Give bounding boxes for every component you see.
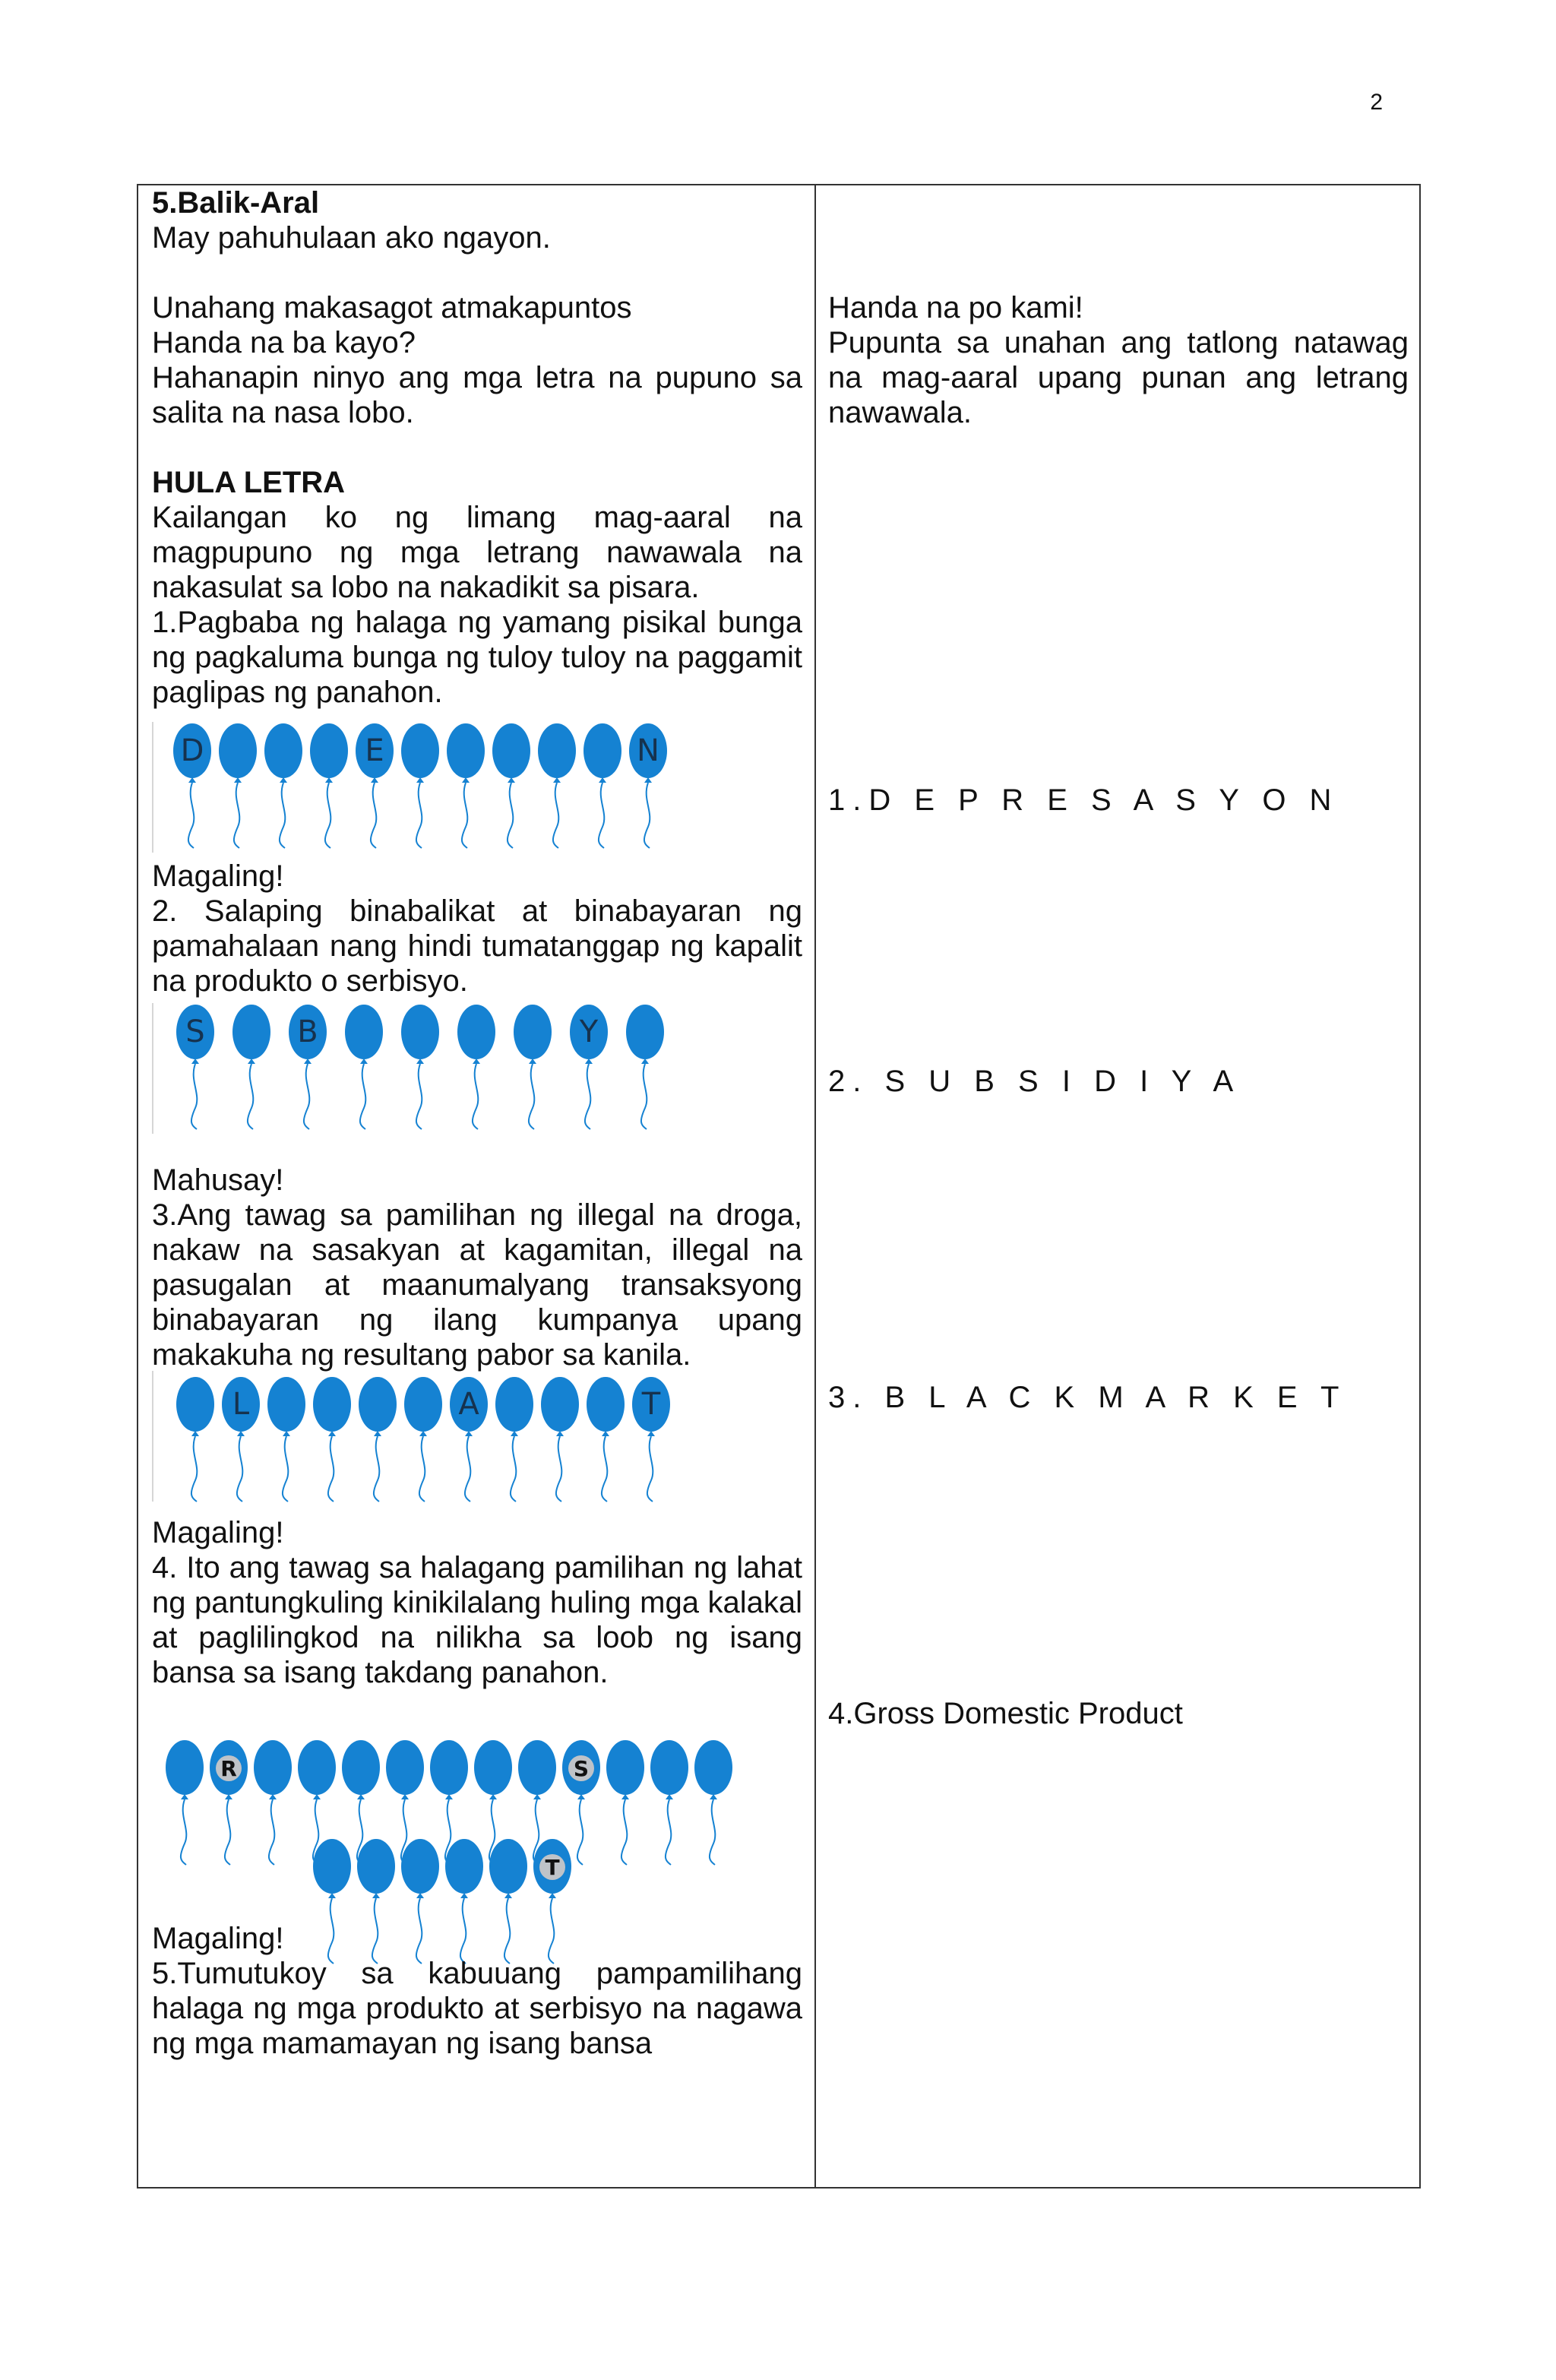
balloon xyxy=(585,1375,626,1503)
balloon xyxy=(536,722,577,850)
balloon xyxy=(287,1003,328,1131)
balloon xyxy=(343,1003,384,1131)
question-4: 4. Ito ang tawag sa halagang pamilihan ng lahat ng pantungkuling kinikilalang huling mga kalakal at paglilingkod na nilikha sa loob ng isang bansa sa isang takdang panahon. xyxy=(152,1551,802,1689)
balloon xyxy=(172,722,213,850)
balloon-row-1 xyxy=(152,722,802,850)
balloon xyxy=(631,1375,672,1503)
balloon-letter: T xyxy=(539,1854,565,1880)
question-5: 5.Tumutukoy sa kabuuang pampamilihang halaga ng mga produkto at serbisyo na nagawa ng mga mamamayan ng isang bansa xyxy=(152,1957,802,2060)
balloon-letter: Y xyxy=(579,1014,599,1049)
balloon xyxy=(568,1003,609,1131)
balloon-letter: N xyxy=(637,733,659,768)
balloon-icon xyxy=(343,1003,384,1131)
balloon-letter: L xyxy=(232,1387,250,1422)
balloon xyxy=(400,1003,441,1131)
praise-2: Mahusay! xyxy=(152,1163,284,1197)
balloon xyxy=(308,722,349,850)
balloon-icon xyxy=(263,722,304,850)
balloon-letter: T xyxy=(641,1387,661,1422)
section-heading: 5.Balik-Aral xyxy=(152,186,320,220)
balloon-icon xyxy=(231,1003,272,1131)
balloon xyxy=(357,1375,398,1503)
balloon xyxy=(445,722,486,850)
balloon-icon xyxy=(536,722,577,850)
balloon xyxy=(539,1375,580,1503)
balloon-icon xyxy=(568,1003,609,1131)
balloon-icon xyxy=(266,1375,307,1503)
balloon xyxy=(491,722,532,850)
balloon xyxy=(494,1375,535,1503)
balloon xyxy=(266,1375,307,1503)
balloon xyxy=(217,722,258,850)
game-title: HULA LETRA xyxy=(152,466,346,499)
learner-ready-line-1: Handa na po kami! xyxy=(828,291,1083,324)
balloon-icon xyxy=(491,722,532,850)
balloon-icon xyxy=(287,1003,328,1131)
ready-line-2: Handa na ba kayo? xyxy=(152,326,416,359)
balloon-icon xyxy=(220,1375,261,1503)
balloon xyxy=(628,722,669,850)
balloon-letter: D xyxy=(180,733,204,768)
answer-4: 4.Gross Domestic Product xyxy=(828,1697,1183,1730)
question-3: 3.Ang tawag sa pamilihan ng illegal na droga, nakaw na sasakyan at kagamitan, illegal na pasugalan at maanumalyang transaksyong binabayaran ng ilang kumpanya upang makakuha ng resultang pabor sa kanila. xyxy=(152,1198,802,1372)
game-instruction: Kailangan ko ng limang mag-aaral na magpupuno ng mga letrang nawawala na nakasulat sa lobo na nakadikit sa pisara. xyxy=(152,501,802,604)
balloon-icon xyxy=(357,1375,398,1503)
praise-1: Magaling! xyxy=(152,859,284,893)
question-1: 1.Pagbaba ng halaga ng yamang pisikal bunga ng pagkaluma bunga ng tuloy tuloy na paggamit paglipas ng panahon. xyxy=(152,606,802,709)
balloon xyxy=(582,722,623,850)
balloon-letter: A xyxy=(458,1387,479,1422)
balloon-icon xyxy=(512,1003,553,1131)
balloon xyxy=(220,1375,261,1503)
answer-1: 1.D E P R E S A S Y O N xyxy=(828,783,1339,817)
balloon-icon xyxy=(628,722,669,850)
balloon-icon xyxy=(400,722,441,850)
balloon-icon xyxy=(625,1003,666,1131)
balloon xyxy=(263,722,304,850)
balloon-icon xyxy=(585,1375,626,1503)
ready-line-1: Unahang makasagot atmakapuntos xyxy=(152,291,632,324)
intro-text: May pahuhulaan ako ngayon. xyxy=(152,221,551,255)
question-2: 2. Salaping binabalikat at binabayaran ng pamahalaan nang hindi tumatanggap ng kapalit na produkto o serbisyo. xyxy=(152,894,802,998)
balloon-icon xyxy=(539,1375,580,1503)
balloon-letter: E xyxy=(365,733,384,768)
balloon-row-2 xyxy=(152,1003,802,1131)
balloon-icon xyxy=(400,1003,441,1131)
balloon-icon xyxy=(175,1003,216,1131)
balloon xyxy=(175,1375,216,1503)
balloon xyxy=(175,1003,216,1131)
balloon-icon xyxy=(172,722,213,850)
balloon xyxy=(512,1003,553,1131)
balloon-icon xyxy=(494,1375,535,1503)
balloon-letter: S xyxy=(185,1014,205,1049)
balloon xyxy=(354,722,395,850)
balloon-icon xyxy=(403,1375,444,1503)
answer-2: 2. S U B S I D I Y A xyxy=(828,1065,1241,1098)
answer-3: 3. B L A C K M A R K E T xyxy=(828,1381,1347,1414)
column-divider xyxy=(814,185,816,2187)
balloon xyxy=(312,1375,353,1503)
balloon-icon xyxy=(631,1375,672,1503)
balloon-row-3 xyxy=(152,1375,802,1503)
lesson-table xyxy=(137,184,1421,2189)
balloon-icon xyxy=(175,1375,216,1503)
balloon-icon xyxy=(582,722,623,850)
balloon xyxy=(403,1375,444,1503)
balloon-letter: R xyxy=(216,1755,242,1781)
balloon xyxy=(456,1003,497,1131)
instruction-text: Hahanapin ninyo ang mga letra na pupuno sa salita na nasa lobo. xyxy=(152,361,802,429)
learner-ready-line-2: Pupunta sa unahan ang tatlong natawag na mag-aaral upang punan ang letrang nawawala. xyxy=(828,326,1409,429)
praise-3: Magaling! xyxy=(152,1516,284,1549)
balloon-icon xyxy=(445,722,486,850)
balloon-letter: S xyxy=(568,1755,594,1781)
balloon-icon xyxy=(448,1375,489,1503)
balloon-icon xyxy=(217,722,258,850)
balloon xyxy=(231,1003,272,1131)
praise-4: Magaling! xyxy=(152,1922,284,1955)
balloon xyxy=(625,1003,666,1131)
balloon-icon xyxy=(456,1003,497,1131)
page-number: 2 xyxy=(1370,90,1383,115)
balloon-icon xyxy=(354,722,395,850)
balloon-letter: B xyxy=(297,1014,318,1049)
balloon xyxy=(400,722,441,850)
balloon xyxy=(448,1375,489,1503)
balloon-icon xyxy=(308,722,349,850)
balloon-icon xyxy=(312,1375,353,1503)
